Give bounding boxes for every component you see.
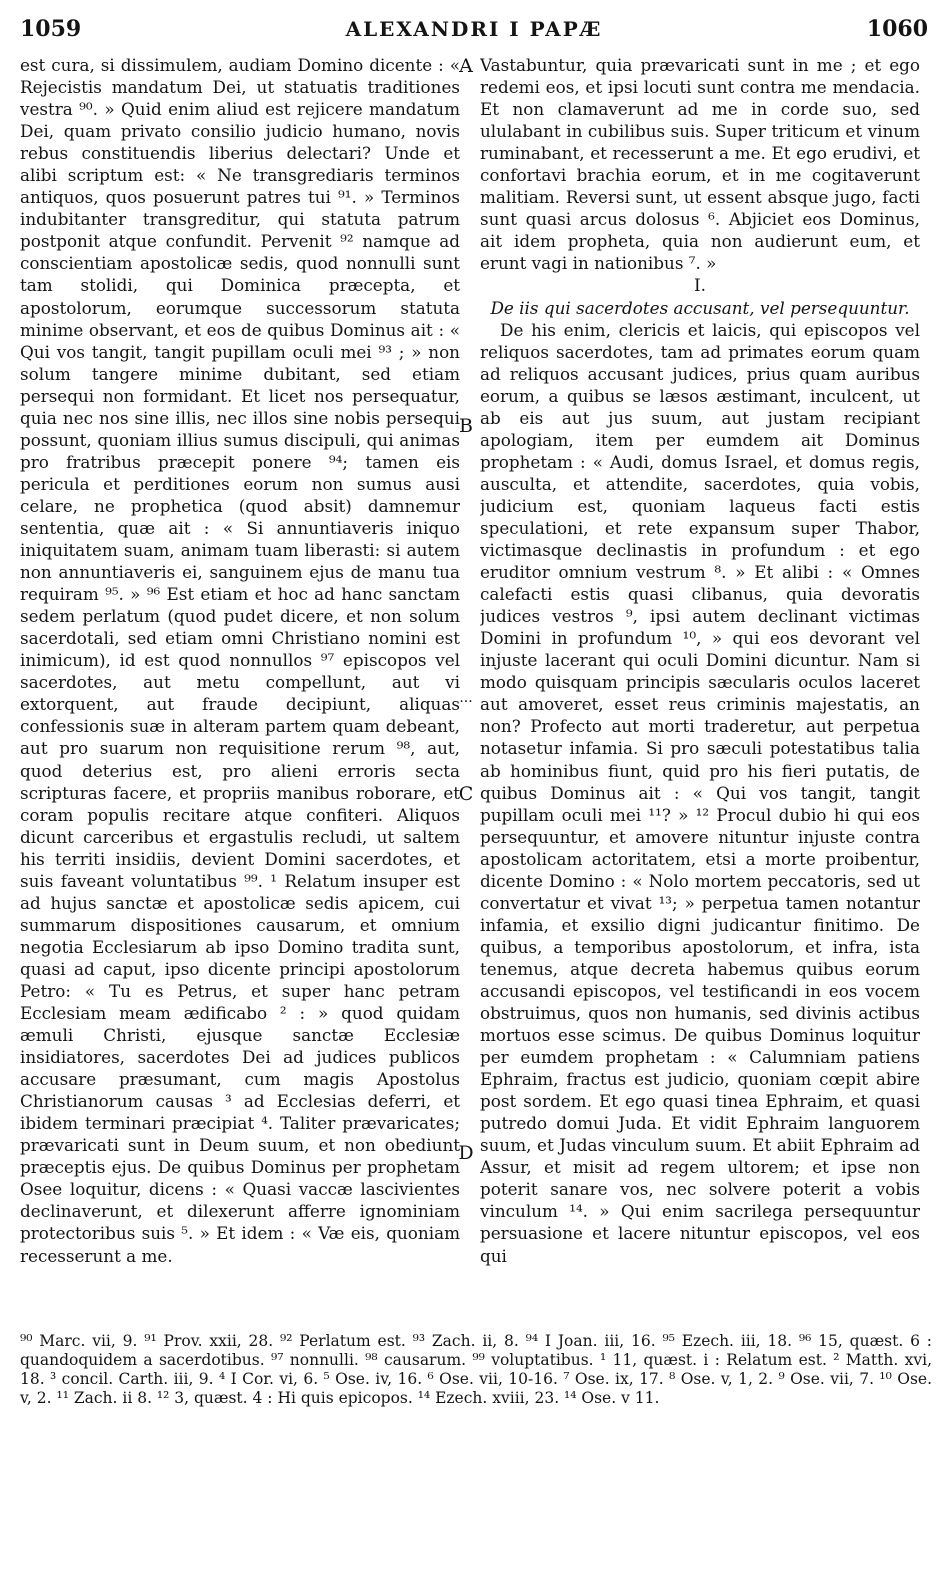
left-column (20, 54, 460, 1302)
margin-letter-b: B (459, 415, 473, 437)
section-number: I. (694, 275, 706, 296)
right-column-text-top: Vastabuntur, quia prævaricati sunt in me ; et ego redemi eos, et ipsi locuti sunt contra me mendacia. Et non clamaverunt ad me in corde suo, sed ululabant in cubilibus suis. Super triticum et vinum ruminabant, et recesserunt a me. Et ego erudivi, et confortavi brachia eorum, et in me cogitaverunt malitiam. Reversi sunt, ut essent absque jugo, facti sunt quasi arcus dolosus ⁶. Abjiciet eos Dominus, ait idem propheta, quia non audierunt eum, et erunt vagi in nationibus ⁷. » (480, 55, 920, 274)
margin-letter-a: A (459, 55, 473, 77)
running-header (20, 16, 928, 44)
right-column-text-bottom: De his enim, clericis et laicis, qui episcopos vel reliquos sacerdotes, tam ad primates eorum quam ad reliquos accusant judices, prius quam auribus eorum, a quibus se læsos æstimant, inculcent, ut ab eis aut jus suum, aut justam recipiant apologiam, item per eumdem ait Dominus prophetam : « Audi, domus Israel, et domus regis, ausculta, et attendite, sacerdotes, quia vobis, judicium est, quoniam laqueus facti estis speculationi, et rete expansum super Thabor, victimasque declinastis in profundum : et ego eruditor omnium vestrum ⁸. » Et alibi : « Omnes calefacti estis quasi clibanus, quia devoratis judices vestros ⁹, ipsi autem declinant victimas Domini in profundum ¹⁰, » qui eos devorant vel injuste lacerant qui oculi Domini dicuntur. Nam si modo quisquam principis sæcularis oculos laceret aut amoveret, esset reus criminis majestatis, an non? Profecto aut morti traderetur, aut perpetua notasetur infamia. Si pro sæculi potestatibus talia ab hominibus fiunt, quid pro his fieri putatis, de quibus Dominus ait : « Qui vos tangit, tangit pupillam oculi mei ¹¹? » ¹² Procul dubio hi qui eos persequuntur, et amovere nituntur injuste contra apostolicam actoritatem, etsi a morte proibentur, dicente Domino : « Nolo mortem peccatoris, sed ut convertatur et vivat ¹³; » perpetua tamen notantur infamia, et exsilio digni judicantur finitimo. De quibus, a temporibus apostolorum, et infra, ista tenemus, atque decreta habemus quibus eorum accusandi episcopos, vel testificandi in eos vocem obstruimus, quos non humanis, sed divinis actibus mortuos esse scimus. De quibus Dominus loquitur per eumdem prophetam : « Calumniam patiens Ephraim, fractus est judicio, quoniam cœpit abire post sordem. Et ego quasi tinea Ephraim, et quasi putredo domui Juda. Et vidit Ephraim languorem suum, et Judas vinculum suum. Et abiit Ephraim ad Assur, et misit ad regem ultorem; et ipse non poterit sanare vos, nec solvere poterit a vobis vinculum ¹⁴. » Qui enim sacrilega persequuntur persuasione et lacere nituntur episcopos, vel eos qui (480, 319, 920, 1266)
margin-dots: ... (459, 690, 473, 706)
running-title: ALEXANDRI I PAPÆ (345, 17, 603, 41)
page-number-right: 1060 (866, 16, 928, 42)
right-column (480, 54, 920, 1302)
margin-letter-c: C (458, 783, 474, 805)
left-column-text: est cura, si dissimulem, audiam Domino dicente : « Rejecistis mandatum Dei, ut statuatis traditiones vestra ⁹⁰. » Quid enim aliud est rejicere mandatum Dei, quam privato consilio judicio humano, novis rebus constituendis liberius delectari? Unde et alibi scriptum est: « Ne transgrediaris terminos antiquos, quos posuerunt patres tui ⁹¹. » Terminos indubitanter transgreditur, qui statuta patrum postponit atque confundit. Pervenit ⁹² namque ad conscientiam apostolicæ sedis, quod nonnulli sunt tam stolidi, qui Dominica præcepta, et apostolorum, eorumque successorum statuta minime observant, et eos de quibus Dominus ait : « Qui vos tangit, tangit pupillam oculi mei ⁹³ ; » non solum tangere minime dubitant, sed etiam persequi non formidant. Et licet nos persequatur, quia nec nos sine illis, nec illos sine nobis persequi possunt, quoniam illius sumus discipuli, qui animas pro fratribus præcepit ponere ⁹⁴; tamen eis pericula et perditiones eorum non sumus ausi celare, ne prophetica (quod absit) damnemur sententia, quæ ait : « Si annuntiaveris iniquo iniquitatem suam, animam tuam liberasti: si autem non annuntiaveris ei, sanguinem ejus de manu tua requiram ⁹⁵. » ⁹⁶ Est etiam et hoc ad hanc sanctam sedem perlatum (quod pudet dicere, et non solum sacerdotali, sed etiam omni Christiano nomini est inimicum), id est quod nonnullos ⁹⁷ episcopos vel sacerdotes, aut metu compellunt, aut vi extorquent, aut fraude decipiunt, aliquas confessionis suæ in alteram partem quam debeant, aut pro suarum non requisitione rerum ⁹⁸, aut, quod deterius est, pro alieni erroris secta scripturas facere, et propriis manibus roborare, et coram populis recitare atque confiteri. Aliquos dicunt carceribus et ergastulis recludi, ut saltem his territi insidiis, devient Domini sacerdotes, et suis faveant voluntatibus ⁹⁹. ¹ Relatum insuper est ad hujus sanctæ et apostolicæ sedis apicem, cui summarum dispositiones causarum, et omnium negotia Ecclesiarum ab ipso Domino tradita sunt, quasi ad caput, ipso dicente principi apostolorum Petro: « Tu es Petrus, et super hanc petram Ecclesiam meam ædificabo ² : » quod quidam æmuli Christi, ejusque sanctæ Ecclesiæ insidiatores, sacerdotes Dei ad judices publicos accusare præsumant, cum magis Apostolus Christianorum causas ³ ad Ecclesias deferri, et ibidem terminari præcipiat ⁴. Taliter prævaricates; prævaricati sunt in Deum suum, et non obediunt præceptis ejus. De quibus Dominus per prophetam Osee loquitur, dicens : « Quasi vaccæ lascivientes declinaverunt, et dilexerunt afferre ignominiam protectoribus suis ⁵. » Et idem : « Væ eis, quoniam recesserunt a me. (20, 55, 460, 1266)
footnotes (20, 1332, 932, 1408)
page-number-left: 1059 (20, 16, 82, 42)
section-title: De iis qui sacerdotes accusant, vel persequuntur. (490, 297, 910, 318)
margin-letter-d: D (458, 1142, 474, 1164)
footnotes-text: ⁹⁰ Marc. vii, 9. ⁹¹ Prov. xxii, 28. ⁹² Perlatum est. ⁹³ Zach. ii, 8. ⁹⁴ I Joan. iii, 16. ⁹⁵ Ezech. iii, 18. ⁹⁶ 15, quæst. 6 : quandoquidem a sacerdotibus. ⁹⁷ nonnulli. ⁹⁸ causarum. ⁹⁹ voluptatibus. ¹ 11, quæst. i : Relatum est. ² Matth. xvi, 18. ³ concil. Carth. iii, 9. ⁴ I Cor. vi, 6. ⁵ Ose. iv, 16. ⁶ Ose. vii, 10-16. ⁷ Ose. ix, 17. ⁸ Ose. v, 1, 2. ⁹ Ose. vii, 7. ¹⁰ Ose. v, 2. ¹¹ Zach. ii 8. ¹² 3, quæst. 4 : Hi quis epicopos. ¹⁴ Ezech. xviii, 23. ¹⁴ Ose. v 11. (20, 1332, 932, 1407)
